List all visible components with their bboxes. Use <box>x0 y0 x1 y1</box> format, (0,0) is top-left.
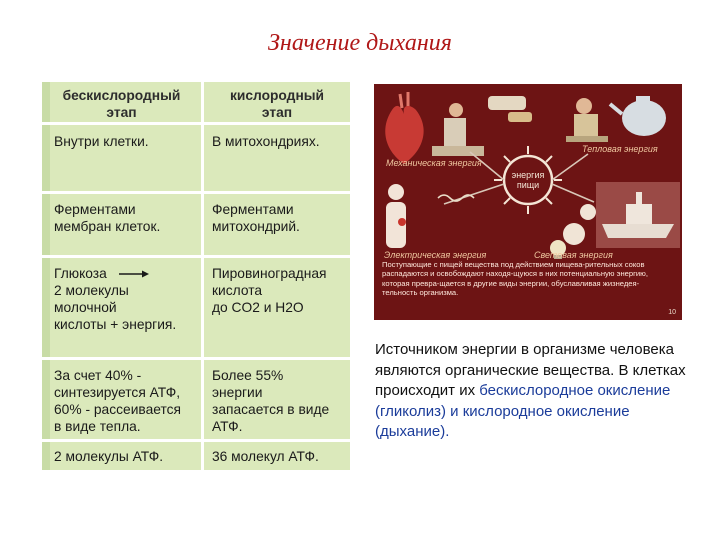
cell-anaerobic-enzymes: Ферментами мембран клеток. <box>54 202 161 234</box>
table-row-divider <box>42 439 350 442</box>
arrow-icon <box>118 269 150 279</box>
page-number: 10 <box>668 309 676 316</box>
cell-anaerobic-atp: 2 молекулы АТФ. <box>54 449 164 464</box>
ship-illustration <box>596 182 680 248</box>
label-electric-energy: Электрическая энергия <box>384 250 487 260</box>
poster-caption: Поступающие с пищей вещества под действием пищева-рительных соков распадаются и освобождают находя-щуюся в них потенциальную энергию, которая превра-щается в другие виды энергии, обуславливая жизнедея-тельность организма. <box>382 260 648 298</box>
cell-anaerobic-products: Глюкоза 2 молекулы молочной кислоты + энергия. <box>54 266 177 332</box>
label-thermal-energy: Тепловая энергия <box>582 144 658 154</box>
food-energy-poster <box>374 84 682 320</box>
sun-label: энергия пищи <box>511 170 545 190</box>
cell-aerobic-location: В митохондриях. <box>212 134 320 149</box>
cell-anaerobic-location: Внутри клетки. <box>54 134 149 149</box>
header-anaerobic: бескислородный этап <box>62 88 181 120</box>
cell-aerobic-products: Пировиноградная кислота до CO2 и H2O <box>212 266 327 315</box>
cell-aerobic-energy: Более 55% энергии запасается в виде АТФ. <box>212 368 330 434</box>
header-aerobic: кислородный этап <box>229 88 325 120</box>
cell-anaerobic-energy: За счет 40% - синтезируется АТФ, 60% - рассеивается в виде тепла. <box>54 368 181 434</box>
description-part-2: бескислородное окисление (гликолиз) и кислородное окисление (дыхание). <box>375 382 671 440</box>
slide-title: Значение дыхания <box>268 30 452 56</box>
comparison-table <box>42 82 350 470</box>
cell-aerobic-enzymes: Ферментами митохондрий. <box>212 202 300 234</box>
table-row-divider <box>42 255 350 258</box>
table-row-divider <box>42 191 350 194</box>
person-silhouette <box>386 184 406 248</box>
cell-aerobic-atp: 36 молекул АТФ. <box>212 449 319 464</box>
label-mechanical-energy: Механическая энергия <box>386 158 482 168</box>
label-light-energy: Световая энергия <box>534 250 613 260</box>
description-part-1: Источником энергии в организме человека являются органические вещества. В клетках происходит их <box>375 341 686 399</box>
description-text <box>375 340 695 443</box>
table-row-divider <box>42 357 350 360</box>
